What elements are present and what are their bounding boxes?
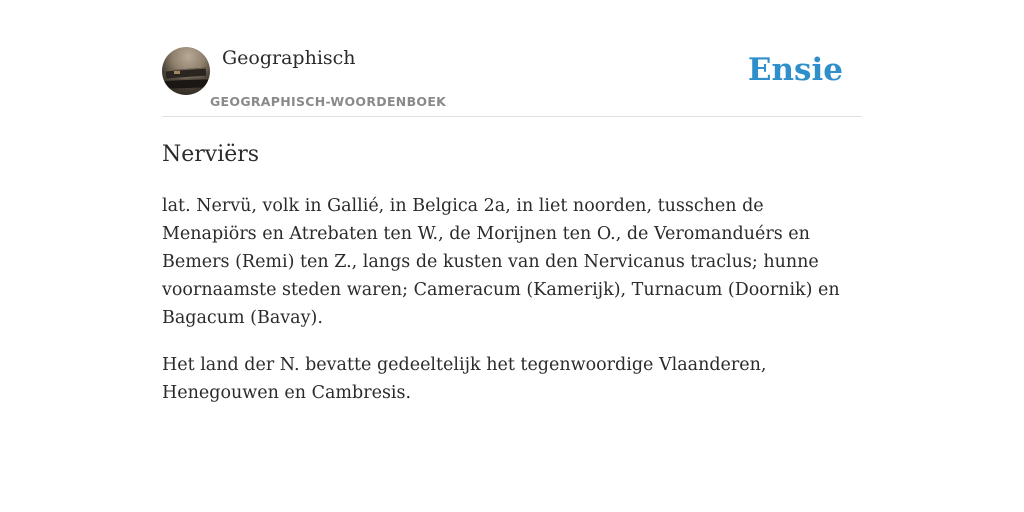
book-gilding (174, 71, 180, 74)
entry-body (162, 192, 862, 426)
entry-paragraph: Het land der N. bevatte gedeeltelijk het tegenwoordige Vlaanderen, Henegouwen en Cambresis. (162, 355, 767, 403)
entry-header (162, 0, 862, 117)
book-title[interactable]: Geographisch (222, 47, 356, 69)
book-subtitle[interactable]: GEOGRAPHISCH-WOORDENBOEK (210, 94, 447, 109)
book-spine-bottom (164, 78, 208, 89)
entry-paragraph: lat. Nervü, volk in Gallié, in Belgica 2a, in liet noorden, tusschen de Menapiörs en Atrebaten ten W., de Morijnen ten O., de Veromanduérs en Bemers (Remi) ten Z., langs de kusten van den Nervicanus traclus; hunne voornaamste steden waren; Cameracum (Kamerijk), Turnacum (Doornik) en Bagacum (Bavay). (162, 196, 840, 328)
book-cover-icon[interactable] (162, 47, 210, 95)
entry-title: Nerviërs (162, 142, 260, 167)
brand-logo-link[interactable]: Ensie (747, 52, 843, 88)
book-spine-top (166, 68, 206, 79)
